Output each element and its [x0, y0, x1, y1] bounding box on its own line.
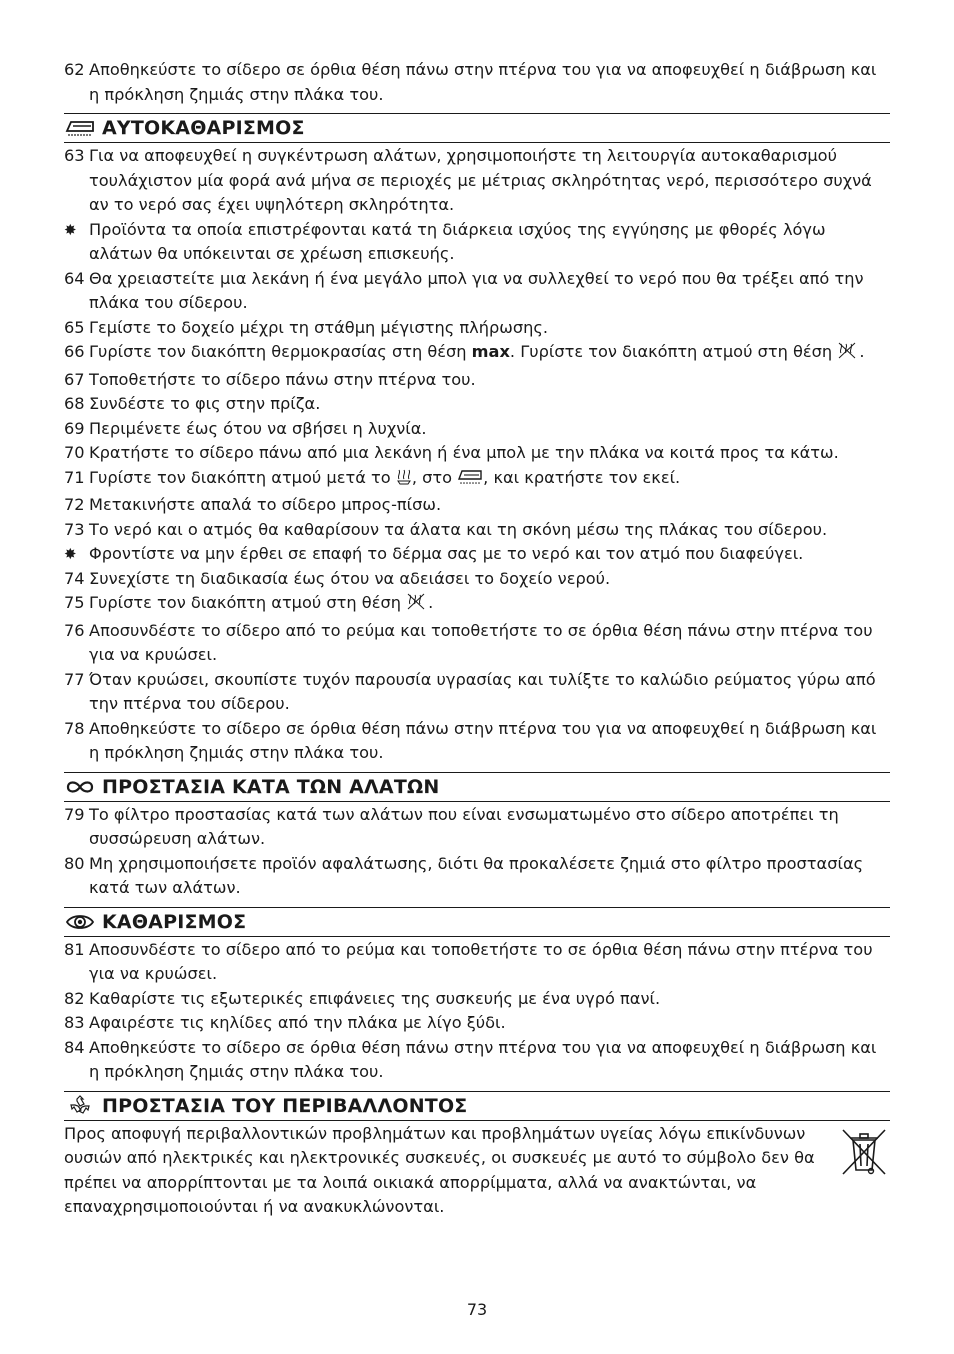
section-title: ΠΡΟΣΤΑΣΙΑ ΤΟΥ ΠΕΡΙΒΑΛΛΟΝΤΟΣ — [102, 1094, 468, 1117]
list-item: 69 Περιμένετε έως ότου να σβήσει η λυχνία. — [64, 418, 427, 438]
list-item: 71 Γυρίστε τον διακόπτη ατμού μετά το , στο , και κρατήστε τον εκεί. — [64, 466, 890, 494]
steam-off-icon — [837, 342, 859, 368]
recycle-icon — [64, 1095, 96, 1117]
section-heading-environment — [64, 1091, 890, 1121]
environment-text: Προς αποφυγή περιβαλλοντικών προβλημάτων και προβλημάτων υγείας λόγω επικίνδυνων ουσιών από ηλεκτρικές και ηλεκτρονικές συσκευές, οι συσκευές με αυτό το σύμβολο δεν θα πρέπει να απορρίπτονται με τα λοιπά οικιακά απορρίμματα, αλλά να ανακτώνται, να επαναχρησιμοποιούνται ή να ανακυκλώνονται. — [64, 1123, 815, 1216]
section-heading-cleaning — [64, 907, 890, 937]
eye-icon — [64, 911, 96, 933]
list-item: 82 Καθαρίστε τις εξωτερικές επιφάνειες της συσκευής με ένα υγρό πανί. — [64, 988, 661, 1008]
steam-off-icon — [406, 593, 428, 619]
list-item: 84 Αποθηκεύστε το σίδερο σε όρθια θέση πάνω στην πτέρνα του για να αποφευχθεί η διάβρωση και η πρόκληση ζημιάς στην πλάκα του. — [64, 1037, 877, 1081]
section-heading-self-clean — [64, 113, 890, 143]
list-item: 73 Το νερό και ο ατμός θα καθαρίσουν τα άλατα και τη σκόνη μέσω της πλάκας του σίδερου. — [64, 519, 828, 539]
list-item: 63 Για να αποφευχθεί η συγκέντρωση αλάτων, χρησιμοποιήστε τη λειτουργία αυτοκαθαρισμού τουλάχιστον μία φορά ανά μήνα σε περιοχές με μέτριας σκληρότητας νερό, περισσότερο συχνά αν το νερό σας έχει υψηλότερη σκληρότητα. — [64, 146, 872, 214]
list-item: 70 Κρατήστε το σίδερο πάνω από μια λεκάνη ή ένα μπολ με την πλάκα να κοιτά προς τα κάτω. — [64, 443, 839, 462]
warning-sun-icon: ✸ — [64, 545, 77, 563]
list-item: 83 Αφαιρέστε τις κηλίδες από την πλάκα με λίγο ξύδι. — [64, 1013, 506, 1032]
section-heading-anti-calc — [64, 772, 890, 802]
section-title: ΑΥΤΟΚΑΘΑΡΙΣΜΟΣ — [102, 117, 305, 139]
list-item: 68 Συνδέστε το φις στην πρίζα. — [64, 394, 321, 413]
list-item: 74 Συνεχίστε τη διαδικασία έως ότου να αδειάσει το δοχείο νερού. — [64, 568, 611, 588]
list-item: 81 Αποσυνδέστε το σίδερο από το ρεύμα και τοποθετήστε το σε όρθια θέση πάνω στην πτέρνα του για να κρυώσει. — [64, 939, 873, 983]
list-item: 77 Όταν κρυώσει, σκουπίστε τυχόν παρουσία υγρασίας και τυλίξτε το καλώδιο ρεύματος γύρω από την πτέρνα του σίδερου. — [64, 669, 876, 713]
page-number: 73 — [466, 1300, 488, 1319]
self-clean-icon — [457, 468, 483, 494]
list-item: 76 Αποσυνδέστε το σίδερο από το ρεύμα και τοποθετήστε το σε όρθια θέση πάνω στην πτέρνα του για να κρυώσει. — [64, 620, 873, 664]
self-clean-icon — [64, 117, 96, 139]
list-item: 79 Το φίλτρο προστασίας κατά των αλάτων που είναι ενσωματωμένο στο σίδερο αποτρέπει τη συσσώρευση αλάτων. — [64, 804, 839, 848]
environment-block — [64, 1122, 890, 1220]
warning-item: ✸ Φροντίστε να μην έρθει σε επαφή το δέρμα σας με το νερό και τον ατμό που διαφεύγει. — [64, 542, 890, 567]
list-item: 65 Γεμίστε το δοχείο μέχρι τη στάθμη μέγιστης πλήρωσης. — [64, 317, 549, 337]
crossed-bin-icon — [838, 1126, 890, 1178]
list-item: 62 Αποθηκεύστε το σίδερο σε όρθια θέση πάνω στην πτέρνα του για να αποφευχθεί η διάβρωση και η πρόκληση ζημιάς στην πλάκα του. — [64, 60, 877, 104]
list-item: 67 Τοποθετήστε το σίδερο πάνω στην πτέρνα του. — [64, 369, 476, 389]
list-item: 66 Γυρίστε τον διακόπτη θερμοκρασίας στη θέση max. Γυρίστε τον διακόπτη ατμού στη θέση . — [64, 340, 890, 368]
list-item: 78 Αποθηκεύστε το σίδερο σε όρθια θέση πάνω στην πτέρνα του για να αποφευχθεί η διάβρωση και η πρόκληση ζημιάς στην πλάκα του. — [64, 718, 877, 762]
warning-item: ✸ Προϊόντα τα οποία επιστρέφονται κατά τη διάρκεια ισχύος της εγγύησης με φθορές λόγω αλάτων θα υπόκεινται σε χρέωση επισκευής. — [64, 219, 826, 263]
list-item: 80 Μη χρησιμοποιήσετε προϊόν αφαλάτωσης, διότι θα προκαλέσετε ζημιά στο φίλτρο προστασίας κατά των αλάτων. — [64, 853, 864, 897]
anti-calc-icon — [64, 776, 96, 798]
page-content — [64, 58, 890, 1220]
list-item: 75 Γυρίστε τον διακόπτη ατμού στη θέση . — [64, 591, 890, 619]
warning-sun-icon: ✸ — [64, 220, 77, 239]
list-item: 72 Μετακινήστε απαλά το σίδερο μπρος-πίσω. — [64, 495, 442, 514]
section-title: ΚΑΘΑΡΙΣΜΟΣ — [102, 910, 247, 933]
steam-icon — [396, 468, 412, 494]
section-title: ΠΡΟΣΤΑΣΙΑ ΚΑΤΑ ΤΩΝ ΑΛΑΤΩΝ — [102, 775, 440, 798]
list-item: 64 Θα χρειαστείτε μια λεκάνη ή ένα μεγάλο μπολ για να συλλεχθεί το νερό που θα τρέξει από την πλάκα του σίδερου. — [64, 268, 864, 312]
